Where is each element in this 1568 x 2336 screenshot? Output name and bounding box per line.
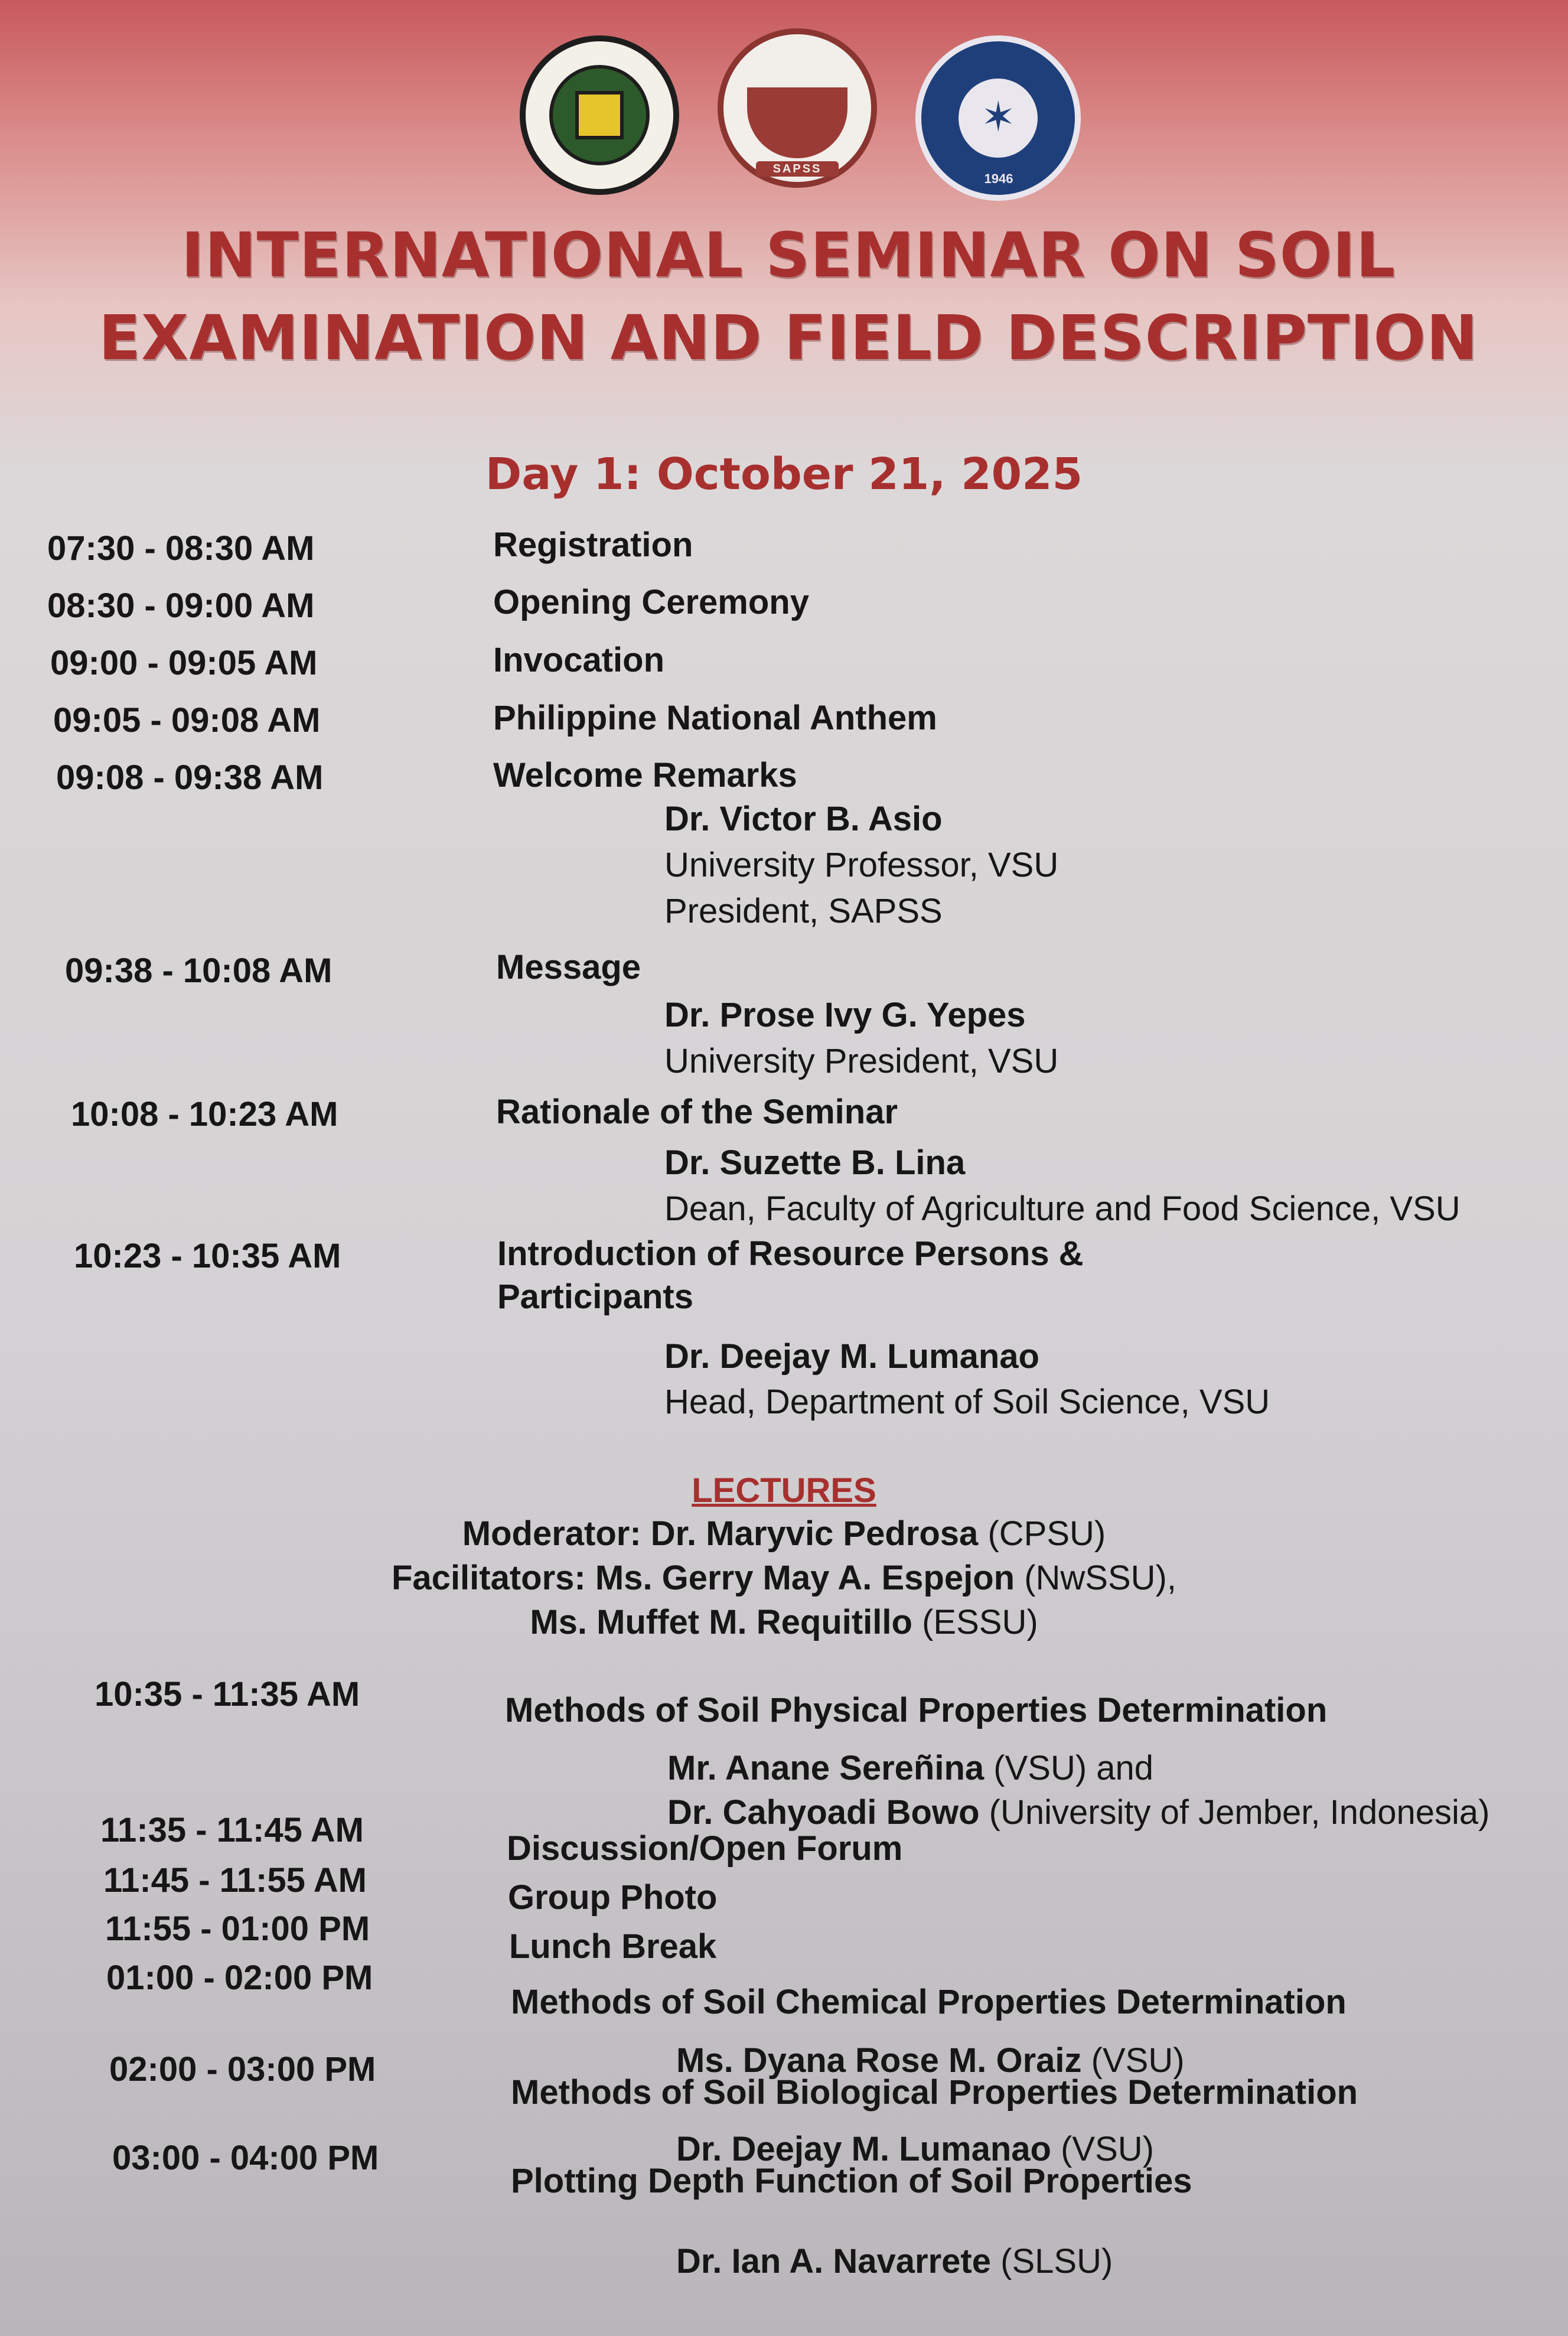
lsu-seal-icon [915, 35, 1081, 201]
star-icon: ✶ [981, 94, 1016, 140]
speaker-role: Dean, Faculty of Agriculture and Food Science, VSU [664, 1190, 1461, 1228]
schedule-event: Plotting Depth Function of Soil Properties [511, 2162, 1192, 2200]
seminar-title-line-2: EXAMINATION AND FIELD DESCRIPTION [99, 302, 1478, 374]
schedule-event: Rationale of the Seminar [496, 1093, 898, 1131]
speaker-org: (University of Jember, Indonesia) [989, 1793, 1490, 1832]
schedule-time: 01:00 - 02:00 PM [106, 1959, 373, 1997]
schedule-event: Discussion/Open Forum [507, 1829, 903, 1868]
speaker-name: Ms. Dyana Rose M. Oraiz [676, 2041, 1082, 2080]
facilitator-name: Ms. Gerry May A. Espejon [595, 1559, 1015, 1597]
schedule-time: 09:08 - 09:38 AM [56, 758, 324, 797]
speaker-line [667, 1751, 1153, 1786]
facilitator-2-line [0, 1605, 1568, 1640]
lectures-heading: LECTURES [692, 1471, 876, 1510]
sapss-seal-land [747, 87, 847, 158]
schedule-time: 09:00 - 09:05 AM [50, 644, 318, 682]
speaker-name: Dr. Ian A. Navarrete [676, 2242, 991, 2280]
vsu-seal-core [575, 91, 624, 139]
schedule-time: 03:00 - 04:00 PM [112, 2139, 379, 2177]
speaker-role: University President, VSU [664, 1042, 1059, 1080]
schedule-event-continued: Participants [497, 1278, 693, 1316]
schedule-event: Methods of Soil Chemical Properties Determination [511, 1983, 1347, 2021]
speaker-name: Dr. Victor B. Asio [664, 800, 943, 838]
schedule-event: Registration [493, 526, 693, 564]
speaker-line [676, 2244, 1113, 2279]
schedule-event: Methods of Soil Biological Properties Determination [511, 2073, 1358, 2112]
speaker-org: (VSU) [1061, 2130, 1154, 2168]
speaker-role: Head, Department of Soil Science, VSU [664, 1383, 1270, 1421]
schedule-time: 10:08 - 10:23 AM [71, 1095, 338, 1133]
schedule-time: 09:38 - 10:08 AM [65, 952, 332, 990]
sapss-seal-tag: SAPSS [756, 161, 839, 177]
speaker-org: (SLSU) [1000, 2242, 1113, 2280]
schedule-time: 11:55 - 01:00 PM [105, 1910, 370, 1948]
schedule-time: 09:05 - 09:08 AM [53, 701, 321, 739]
lsu-seal-inner [954, 74, 1042, 162]
facilitator-name: Ms. Muffet M. Requitillo [530, 1603, 912, 1641]
moderator-label: Moderator: [462, 1514, 641, 1553]
speaker-name: Dr. Cahyoadi Bowo [667, 1793, 980, 1832]
speaker-role: University Professor, VSU [664, 846, 1059, 884]
schedule-time: 02:00 - 03:00 PM [109, 2050, 376, 2089]
speaker-name: Dr. Deejay M. Lumanao [664, 1337, 1039, 1376]
sapss-seal-icon [718, 28, 877, 188]
facilitators-label: Facilitators: [392, 1559, 586, 1597]
schedule-event: Methods of Soil Physical Properties Determination [505, 1691, 1328, 1729]
schedule-time: 11:45 - 11:55 AM [103, 1861, 367, 1900]
speaker-name: Dr. Prose Ivy G. Yepes [664, 996, 1026, 1034]
lsu-seal-year: 1946 [984, 171, 1013, 186]
schedule-event: Group Photo [508, 1878, 718, 1917]
vsu-seal-icon [520, 35, 679, 195]
moderator-name: Dr. Maryvic Pedrosa [650, 1514, 979, 1553]
logo-row [0, 24, 1568, 189]
speaker-line [667, 1793, 1490, 1832]
speaker-role: President, SAPSS [664, 892, 943, 930]
speaker-org: (VSU) and [993, 1749, 1154, 1787]
schedule-event: Philippine National Anthem [493, 699, 937, 737]
schedule-time: 07:30 - 08:30 AM [47, 529, 315, 568]
seminar-title-line-1: INTERNATIONAL SEMINAR ON SOIL [181, 219, 1396, 291]
moderator-line [0, 1514, 1568, 1553]
schedule-event: Introduction of Resource Persons & [497, 1234, 1084, 1273]
facilitator-org: (ESSU) [922, 1603, 1038, 1641]
speaker-name: Mr. Anane Sereñina [667, 1749, 985, 1787]
vsu-seal-ring [549, 65, 650, 165]
speaker-org: (VSU) [1091, 2041, 1185, 2080]
schedule-event: Welcome Remarks [493, 756, 797, 794]
schedule-event: Invocation [493, 641, 665, 679]
schedule-event: Message [496, 948, 641, 986]
schedule-event: Lunch Break [509, 1927, 717, 1966]
schedule-time: 08:30 - 09:00 AM [47, 587, 315, 625]
facilitators-line [0, 1561, 1568, 1595]
speaker-name: Dr. Deejay M. Lumanao [676, 2130, 1051, 2168]
schedule-time: 11:35 - 11:45 AM [100, 1811, 364, 1849]
speaker-name: Dr. Suzette B. Lina [664, 1143, 966, 1182]
day-heading: Day 1: October 21, 2025 [485, 449, 1083, 500]
schedule-event: Opening Ceremony [493, 583, 809, 621]
moderator-org: (CPSU) [987, 1514, 1106, 1553]
schedule-time: 10:35 - 11:35 AM [94, 1675, 360, 1713]
facilitator-org: (NwSSU), [1024, 1559, 1176, 1597]
schedule-time: 10:23 - 10:35 AM [74, 1237, 341, 1275]
